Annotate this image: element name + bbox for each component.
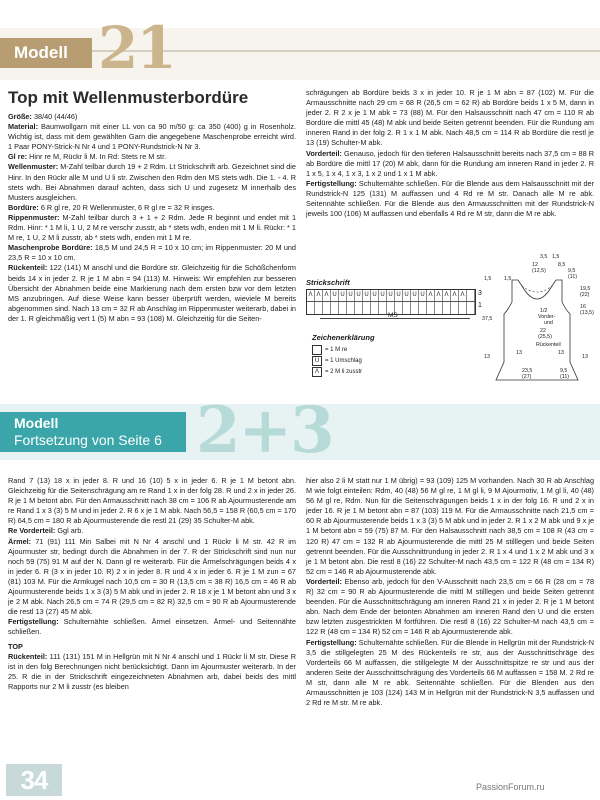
paragraph-text: Ebenso arb, jedoch für den V-Ausschnitt nach 23,5 cm = 66 R (28 cm = 78 R) 32 cm = 90 R ab Ajourmusterende die mittl M stilllegen und beide Seiten getrennt beenden. Für die Ausschnittschrägung am inneren Rand 21 x in jeder 2. R je 1 M betont abn. Nach dem Ende der betonten Abnahmen am inneren Rand den U und die ersten bzw letzten zusgestrickten M fortführen. Die restl 8 (16) 22 Schulter-M nach 43,5 cm = 122 R (48 cm = 134 R) 52 cm = 146 R ab Ajourmusterende abk. bbox=[306, 576, 594, 637]
paragraph-label: Rippenmuster: bbox=[8, 212, 60, 222]
schematic-measure-label: und bbox=[544, 320, 553, 326]
chart-cell bbox=[347, 302, 355, 314]
chart-row-label: 3 bbox=[478, 290, 482, 297]
schematic-measure-label: 1/2 bbox=[540, 308, 548, 314]
paragraph-text: Hinr re M, Rückr li M. In Rd: Stets re M str. bbox=[29, 152, 167, 162]
chart-cell bbox=[459, 302, 467, 314]
instruction-paragraph bbox=[8, 122, 296, 152]
instruction-paragraph bbox=[8, 263, 296, 324]
legend-item bbox=[312, 367, 362, 377]
paragraph-text: 122 (141) M anschl und die Bordüre str. Gleichzeitig für die Schößchenform beids 14 x in jeder 2. R je 1 M abn = 94 (113) M. Hinweis: Wir empfehlen zur besseren Übersicht der Abnahmen beide eine Markierung nach dem ersten bzw vor dem letzten MS anzubringen. Auf diese Weise kann besser überprüft werden, wieviele M bereits abgenommen sind. Nach 13 cm = 32 R ab Anschlag im Rippenmuster weiterarb, dabei in der 1. R gleichmäßig vert 1 (5) M abn = 93 (108) M. Gleichzeitig für die Seiten- bbox=[8, 263, 296, 323]
continuation-subtitle: Fortsetzung von Seite 6 bbox=[14, 432, 162, 448]
instruction-paragraph bbox=[8, 162, 296, 202]
chart-row-3 bbox=[307, 290, 475, 302]
paragraph-text: Ggl arb. bbox=[57, 526, 84, 536]
chart-cell bbox=[403, 302, 411, 314]
model-label: Modell bbox=[0, 38, 92, 68]
legend-text: = 1 Umschlag bbox=[325, 358, 362, 364]
chart-cell bbox=[427, 302, 435, 314]
schematic-measure-label: 37,5 bbox=[482, 316, 493, 322]
paragraph-label: TOP bbox=[8, 641, 23, 651]
legend-title: Zeichenerklärung bbox=[312, 333, 375, 342]
legend-item bbox=[312, 345, 347, 355]
chart-cell: Λ bbox=[307, 290, 315, 301]
chart-cell: Λ bbox=[435, 290, 443, 301]
pattern-title: Top mit Wellenmusterbordüre bbox=[8, 88, 249, 107]
paragraph-label: Ärmel: bbox=[8, 536, 32, 546]
instruction-paragraph bbox=[306, 577, 594, 638]
paragraph-label: Wellenmuster: bbox=[8, 162, 59, 172]
paragraph-text: 111 (131) 151 M in Hellgrün mit N Nr 4 anschl und 1 Rückr li M str. Diese R ist in den folg Berechnungen nicht berücksichtigt. Dann im Ajourmuster weiterarb. In der 25. R die in der Strickschrift eingezeichneten Abnahmen arb, dabei beids des mittl Rapports nur 2 M li zusstr (es bleiben bbox=[8, 651, 296, 691]
paragraph-text: schrägungen ab Bordüre beids 3 x in jeder 10. R je 1 M abn = 87 (102) M. Für die Armausschnitte nach 29 cm = 68 R (26,5 cm = 62 R) ab Bordüre beids 1 x 5 M, dann in jeder 2. R 2 x je 1 M abk = 73 (88) M. Für den Halsausschnitt nach 47 cm = 110 R ab Bordüre die mittl 45 (48) M abk und beide Seiten getrennt beenden. Für die Rundung am inneren Rand in der folg 2. R 1 x 1 M abk. Nach 48,5 cm = 114 R ab Bordüre die restl je 13 (19) Schulter-M abk. bbox=[306, 88, 594, 148]
paragraph-label: Rückenteil: bbox=[8, 263, 48, 273]
schematic-measure-label: 13 bbox=[484, 354, 490, 360]
chart-cell: U bbox=[403, 290, 411, 301]
schematic-measure-label: (25,5) bbox=[538, 334, 552, 340]
instructions-column-1 bbox=[8, 112, 296, 324]
legend-symbol: Λ bbox=[312, 367, 322, 377]
instruction-paragraph bbox=[8, 112, 296, 122]
schematic-measure-label: 19,5 bbox=[580, 286, 591, 292]
chart-cell: U bbox=[419, 290, 427, 301]
paragraph-text: Rand 7 (13) 18 x in jeder 8. R und 16 (10) 5 x in jeder 6. R je 1 M betont abn. Gleichzeitig für die Seitenschrägung am re Rand 1 x in der folg 28. R und 2 x in jeder 26. R je 1 M betont abn. Für den Armausschnitt nach 38 cm = 106 R ab Ajourmusterende am re Rand 1 x 3 (3) 5 M und in jeder 2. R 6 x je 1 M abk. Nach 56,5 = 158 R (60,5 cm = 170 R) 64,5 cm = 180 R ab Ajourmusterende die restl 21 (29) 35 Schulter-M abk. bbox=[8, 476, 296, 526]
chart-cell bbox=[379, 302, 387, 314]
legend-symbol bbox=[312, 345, 322, 355]
paragraph-label: Vorderteil: bbox=[306, 148, 342, 158]
paragraph-text: 38/40 (44/46) bbox=[33, 112, 78, 121]
paragraph-label: Fertigstellung: bbox=[8, 617, 59, 627]
schematic-measure-label: 9,5 bbox=[560, 368, 568, 374]
instruction-paragraph bbox=[8, 152, 296, 162]
paragraph-label: Größe: bbox=[8, 112, 32, 121]
instruction-paragraph bbox=[8, 652, 296, 692]
page-number: 34 bbox=[6, 764, 62, 796]
chart-cell bbox=[371, 302, 379, 314]
paragraph-label: Vorderteil: bbox=[306, 576, 342, 586]
chart-cell: U bbox=[379, 290, 387, 301]
schematic-measure-label: 23,5 bbox=[522, 368, 533, 374]
repeat-label: MS bbox=[388, 312, 398, 319]
instruction-paragraph bbox=[8, 526, 296, 536]
chart-cell: U bbox=[387, 290, 395, 301]
paragraph-text: Genauso, jedoch für den tieferen Halsausschnitt bereits nach 37,5 cm = 88 R ab Bordüre die mittl 17 (20) M abk, dann für die Rundung am inneren Rand in jeder 2. R 1 x 5, 1 x 4, 1 x 3, 1 x 2 und 1 x 1 M abk. bbox=[306, 148, 594, 178]
chart-cell bbox=[307, 302, 315, 314]
schematic-measure-label: 16 bbox=[580, 304, 586, 310]
instruction-paragraph bbox=[306, 476, 594, 577]
footer-watermark: PassionForum.ru bbox=[476, 782, 545, 792]
schematic-measure-label: Rückenteil bbox=[536, 342, 561, 348]
chart-row-label: 1 bbox=[478, 302, 482, 309]
paragraph-label: Fertigstellung: bbox=[306, 637, 357, 647]
instruction-paragraph bbox=[306, 149, 594, 179]
chart-cell: U bbox=[355, 290, 363, 301]
schematic-measure-label: (22) bbox=[580, 292, 590, 298]
schematic-measure-label: 9,5 bbox=[568, 268, 576, 274]
chart-cell: Λ bbox=[427, 290, 435, 301]
paragraph-text: Schulternähte schließen. Ärmel einsetzen. Ärmel- und Seitennähte schließen. bbox=[8, 617, 296, 637]
chart-cell bbox=[467, 290, 475, 301]
paragraph-label: Bordüre: bbox=[8, 202, 39, 212]
schematic-measure-label: (12,5) bbox=[532, 268, 546, 274]
chart-title: Strickschrift bbox=[306, 278, 350, 287]
chart-cell bbox=[435, 302, 443, 314]
chart-cell: U bbox=[347, 290, 355, 301]
legend-text: = 2 M li zusstr bbox=[325, 369, 363, 375]
chart-cell: Λ bbox=[443, 290, 451, 301]
chart-cell: U bbox=[411, 290, 419, 301]
schematic-measure-label: 8,5 bbox=[558, 262, 566, 268]
paragraph-text: M-Zahl teilbar durch 3 + 1 + 2 Rdm. Jede R beginnt und endet mit 1 Rdm. Hinr: * 1 M li, 1 U, 2 M re verschr zusstr, ab * stets wdh, enden mit 1 M li. Rückr: * 1 M re, 1 U, 2 M li zusstr, ab * stets wdh, enden mit 1 M re. bbox=[8, 212, 297, 243]
schematic-measure-label: 13 bbox=[582, 354, 588, 360]
chart-cell bbox=[443, 302, 451, 314]
paragraph-label: Rückenteil: bbox=[8, 651, 48, 661]
schematic-measure-label: Vorder- bbox=[538, 314, 556, 320]
instruction-paragraph bbox=[8, 203, 296, 213]
chart-cell: U bbox=[395, 290, 403, 301]
schematic-measure-label: (11) bbox=[560, 374, 570, 380]
paragraph-text: hier also 2 li M statt nur 1 M übrig) = 93 (109) 125 M vorhanden. Nach 30 R ab Anschlag M wie folgt einteilen: Rdm, 40 (48) 56 M gl re, 1 M gl li, 9 M Ajourmotiv, 1 M gl li, 40 (48) 56 M gl re, Rdm. Nun für die Seitenschrägungen beids 1 x in der folg 16. R und 2 x in jeder 16. R je 1 M betont abn = 87 (103) 119 M. Für die Armausschnitte nach 21,5 cm = 60 R ab Ajourmusterende beids 1 x 3 (3) 5 M abk und in jeder 2. R 1 x 2 M abk und 9 x je 1 M betont abn = 59 (75) 87 M. Für den Halsausschnitt nach 38,5 cm = 108 R (43 cm = 120 R) 47 cm = 132 R ab Ajourmusterende die mittl 25 M stilllegen und beide Seiten getrennt beenden. Für die Ausschnittrundung in jeder 2. R 1 x 4 und 1 x 2 M abk und 3 x je 1 M betont abn. Die restl 8 (16) 22 Schulter-M nach 43,5 cm = 122 R (48 cm = 134 R) 52 cm = 146 R ab Ajourmusterende abk. bbox=[306, 476, 594, 576]
model-label: Modell bbox=[14, 415, 59, 431]
schematic-measure-label: 1,5 bbox=[484, 276, 492, 282]
chart-cell: U bbox=[331, 290, 339, 301]
model-number: 2+3 bbox=[196, 393, 333, 468]
model-number: 21 bbox=[98, 14, 175, 82]
legend-symbol: U bbox=[312, 356, 322, 366]
instruction-paragraph bbox=[306, 88, 594, 149]
paragraph-text: 18,5 M und 24,5 R = 10 x 10 cm; im Rippenmuster: 20 M und 23,5 R = 10 x 10 cm. bbox=[8, 243, 296, 263]
legend-text: = 1 M re bbox=[325, 347, 348, 353]
paragraph-text: M-Zahl teilbar durch 19 + 2 Rdm. Lt Strickschrift arb. Gezeichnet sind die Hinr. In den Rückr alle M und U li str. Zwischen den Rdm den MS stets wdh. Die 1. - 4. R stets wdh. Bei Abnahmen darauf achten, dass sich U und zugesetz M innerhalb des Musters ausgleichen. bbox=[8, 162, 296, 202]
instructions-column-3 bbox=[8, 476, 296, 692]
paragraph-text: Schulternähte schließen. Für die Blende aus dem Halsausschnitt mit der Rundstrick-N 125 (131) M auffassen und 4 Rd re M str. Danach alle M re abk. Seitennähte schließen. Für die Blende aus den Armausschnitten mit der Rundstrick-N jeweils 100 (106) M auffassen und ebenfalls 4 Rd re M str, dann die M re abk. bbox=[306, 178, 594, 219]
chart-cell bbox=[419, 302, 427, 314]
chart-cell: U bbox=[371, 290, 379, 301]
chart-cell bbox=[323, 302, 331, 314]
schematic-measure-label: (13,5) bbox=[580, 310, 594, 316]
chart-cell: Λ bbox=[459, 290, 467, 301]
paragraph-text: Schulternähte schließen. Für die Blende in Hellgrün mit der Rundstrick-N 3,5 die stillgelegten 25 M des Rückenteils re str, aus der Ausschnittschräge des Vorderteils 66 M auffassen, die stillgelegte M der Ausschnittspitze re str und aus der anderen Seite der Ausschnittschrägung des Vorderteils 66 M auffassen = 158 M. 2 Rd re M str, dann alle M re abk. Seitennähte schließen. Für die Blenden aus den Armausschnitten je 103 (124) 143 M in Hellgrün mit der Rundstrick-N 3,5 auffassen und 2 Rd re M str. M re abk. bbox=[306, 637, 595, 708]
paragraph-label: Maschenprobe Bordüre: bbox=[8, 243, 93, 253]
instruction-paragraph bbox=[306, 179, 594, 219]
schematic-measure-label: (27) bbox=[522, 374, 532, 380]
back-neckline bbox=[522, 286, 552, 292]
chart-cell bbox=[339, 302, 347, 314]
continuation-label bbox=[0, 412, 186, 452]
paragraph-label: Fertigstellung: bbox=[306, 178, 357, 188]
chart-cell bbox=[355, 302, 363, 314]
instruction-paragraph bbox=[8, 642, 296, 652]
schematic-measure-label: 1,5 bbox=[504, 276, 512, 282]
chart-cell bbox=[411, 302, 419, 314]
chart-cell: Λ bbox=[323, 290, 331, 301]
chart-cell bbox=[331, 302, 339, 314]
instruction-paragraph bbox=[8, 617, 296, 637]
instruction-paragraph bbox=[306, 638, 594, 709]
instruction-paragraph bbox=[8, 243, 296, 263]
paragraph-label: Gl re: bbox=[8, 152, 28, 162]
schematic-measure-label: 22 bbox=[540, 328, 546, 334]
chart-cell bbox=[451, 302, 459, 314]
schematic-measure-label: 12 bbox=[532, 262, 538, 268]
schematic-measure-label: (11) bbox=[568, 274, 578, 280]
garment-outline bbox=[496, 280, 578, 380]
chart-cell: U bbox=[363, 290, 371, 301]
chart-cell: Λ bbox=[315, 290, 323, 301]
paragraph-label: Re Vorderteil: bbox=[8, 526, 56, 536]
garment-schematic bbox=[482, 250, 594, 388]
chart-cell: Λ bbox=[451, 290, 459, 301]
schematic-measure-label: 3,5 bbox=[540, 254, 548, 260]
instruction-paragraph bbox=[8, 213, 296, 243]
chart-cell bbox=[467, 302, 475, 314]
instructions-column-2 bbox=[306, 88, 594, 219]
chart-cell bbox=[315, 302, 323, 314]
schematic-measure-label: 13 bbox=[516, 350, 522, 356]
chart-cell bbox=[363, 302, 371, 314]
legend-item bbox=[312, 356, 362, 366]
instructions-column-4 bbox=[306, 476, 594, 708]
paragraph-label: Material: bbox=[8, 122, 39, 132]
chart-cell: U bbox=[339, 290, 347, 301]
instruction-paragraph bbox=[8, 476, 296, 526]
schematic-measure-label: 13 bbox=[558, 350, 564, 356]
paragraph-text: 71 (91) 111 Min Salbei mit N Nr 4 anschl und 1 Rückr li M str. 42 R im Ajourmuster str, bedingt durch die Abnahmen in der 7. R der Strickschrift sind nun nur noch 59 (75) 91 M auf der N. Dann gl re weiterarb. Für die Ärmelschrägungen beids 4 x in jeder 6. R (3 x in jeder 10. R) 2 x in jeder 8. R und 4 x in jeder 6. R je 1 M zun = 67 (81) 103 M. Für die Armkugel nach 10,5 cm = 30 R (13,5 cm = 38 R) 16,5 cm = 46 R ab Ajourmusterende beids 1 x 3 (3) 5 M abk und in jeder 2. R 18 x je 1 M betont abn und 3 x je 2 M abk. Nach 26,5 cm = 74 R (29,5 cm = 82 R) 32,5 cm = 90 R ab Ajourmusterende die restl 13 (27) 45 M abk. bbox=[8, 536, 296, 617]
instruction-paragraph bbox=[8, 537, 296, 618]
paragraph-text: Baumwollgarn mit einer LL von ca 90 m/50 g: ca 350 (400) g in Rosenholz. Wichtig ist, dass mit dem gewählten Garn die angegebene Maschenprobe erreicht wird. 1 Paar PONY-Strick-N Nr 4 und 1 PONY-Rundstrick-N Nr 3. bbox=[8, 122, 296, 152]
schematic-measure-label: 1,5 bbox=[552, 254, 560, 260]
paragraph-text: 6 R gl re, 20 R Wellenmuster, 6 R gl re = 32 R insges. bbox=[40, 202, 215, 212]
